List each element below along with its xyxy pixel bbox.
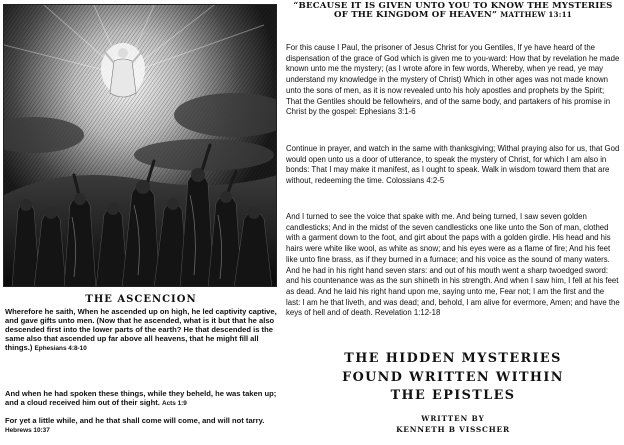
passage-text: And when he had spoken these things, while they beheld, he was taken up; and a cloud received him out of their sight. [5,389,277,407]
left-column [0,0,282,445]
engraving-caption: THE ASCENCION [85,294,197,305]
ascension-engraving [3,4,277,287]
quote-reference: MATTHEW 13:11 [500,9,572,19]
author-name: KENNETH B VISSCHER [396,425,510,434]
passage-text: For yet a little while, and he that shall come will come, and will not tarry. [5,416,265,425]
acts-1-passage [5,389,279,408]
matthew-quote-header [286,2,620,20]
ephesians-4-passage [5,307,279,353]
colossians-4-paragraph: Continue in prayer, and watch in the same with thanksgiving; Withal praying also for us, that God would open unto us a door of utterance, to speak the mystery of Christ, for which I am also in bonds: That I may make it manifest, as I ought to speak. Walk in wisdom toward them that are without, redeeming the time. Colossians 4:2-5 [286,144,620,186]
book-title-line-3: THE EPISTLES [390,388,516,403]
hebrews-10-passage [5,416,279,435]
passage-text: Wherefore he saith, When he ascended up on high, he led captivity captive, and gave gifts unto men. (Now that he ascended, what is it but that he also descended first into the lower parts of the earth? He that descended is the same also that ascended up far above all heavens, that he might fill all things.) [5,307,277,352]
right-column [282,0,624,445]
passage-reference: Hebrews 10:37 [5,427,50,434]
revelation-1-paragraph: And I turned to see the voice that spake with me. And being turned, I saw seven golden candlesticks; And in the midst of the seven candlesticks one like unto the Son of man, clothed with a garment down to the foot, and girt about the paps with a golden girdle. His head and his hairs were white like wool, as white as snow; and his eyes were as a flame of fire; And his feet like unto fine brass, as if they burned in a furnace; and his voice as the sound of many waters. And he had in his right hand seven stars: and out of his mouth went a sharp twoedged sword: and his countenance was as the sun shineth in his strength. And when I saw him, I fell at his feet as dead. And he laid his right hand upon me, saying unto me, Fear not; I am the first and the last: I am he that liveth, and was dead; and, behold, I am alive for evermore, Amen; and have the keys of hell and of death. Revelation 1:12-18 [286,212,620,318]
ephesians-3-paragraph: For this cause I Paul, the prisoner of Jesus Christ for you Gentiles, If ye have heard of the dispensation of the grace of God which is given me to you-ward: How that by revelation he made known unto me the mystery; (as I wrote afore in few words, Whereby, when ye read, ye may understand my knowledge in the mystery of Christ) Which in other ages was not made known unto the sons of men, as it is now revealed unto his holy apostles and prophets by the Spirit; That the Gentiles should be fellowheirs, and of the same body, and partakers of his promise in Christ by the gospel: Ephesians 3:1-6 [286,43,620,117]
passage-reference: Acts 1:9 [161,400,187,407]
quote-text: “BECAUSE IT IS GIVEN UNTO YOU TO KNOW THE MYSTERIES OF THE KINGDOM OF HEAVEN” [293,1,613,20]
byline-label: WRITTEN BY [421,414,485,423]
passage-reference: Ephesians 4:8-10 [34,345,87,352]
book-title-line-1: THE HIDDEN MYSTERIES [344,351,562,366]
book-title-line-2: FOUND WRITTEN WITHIN [342,370,564,385]
